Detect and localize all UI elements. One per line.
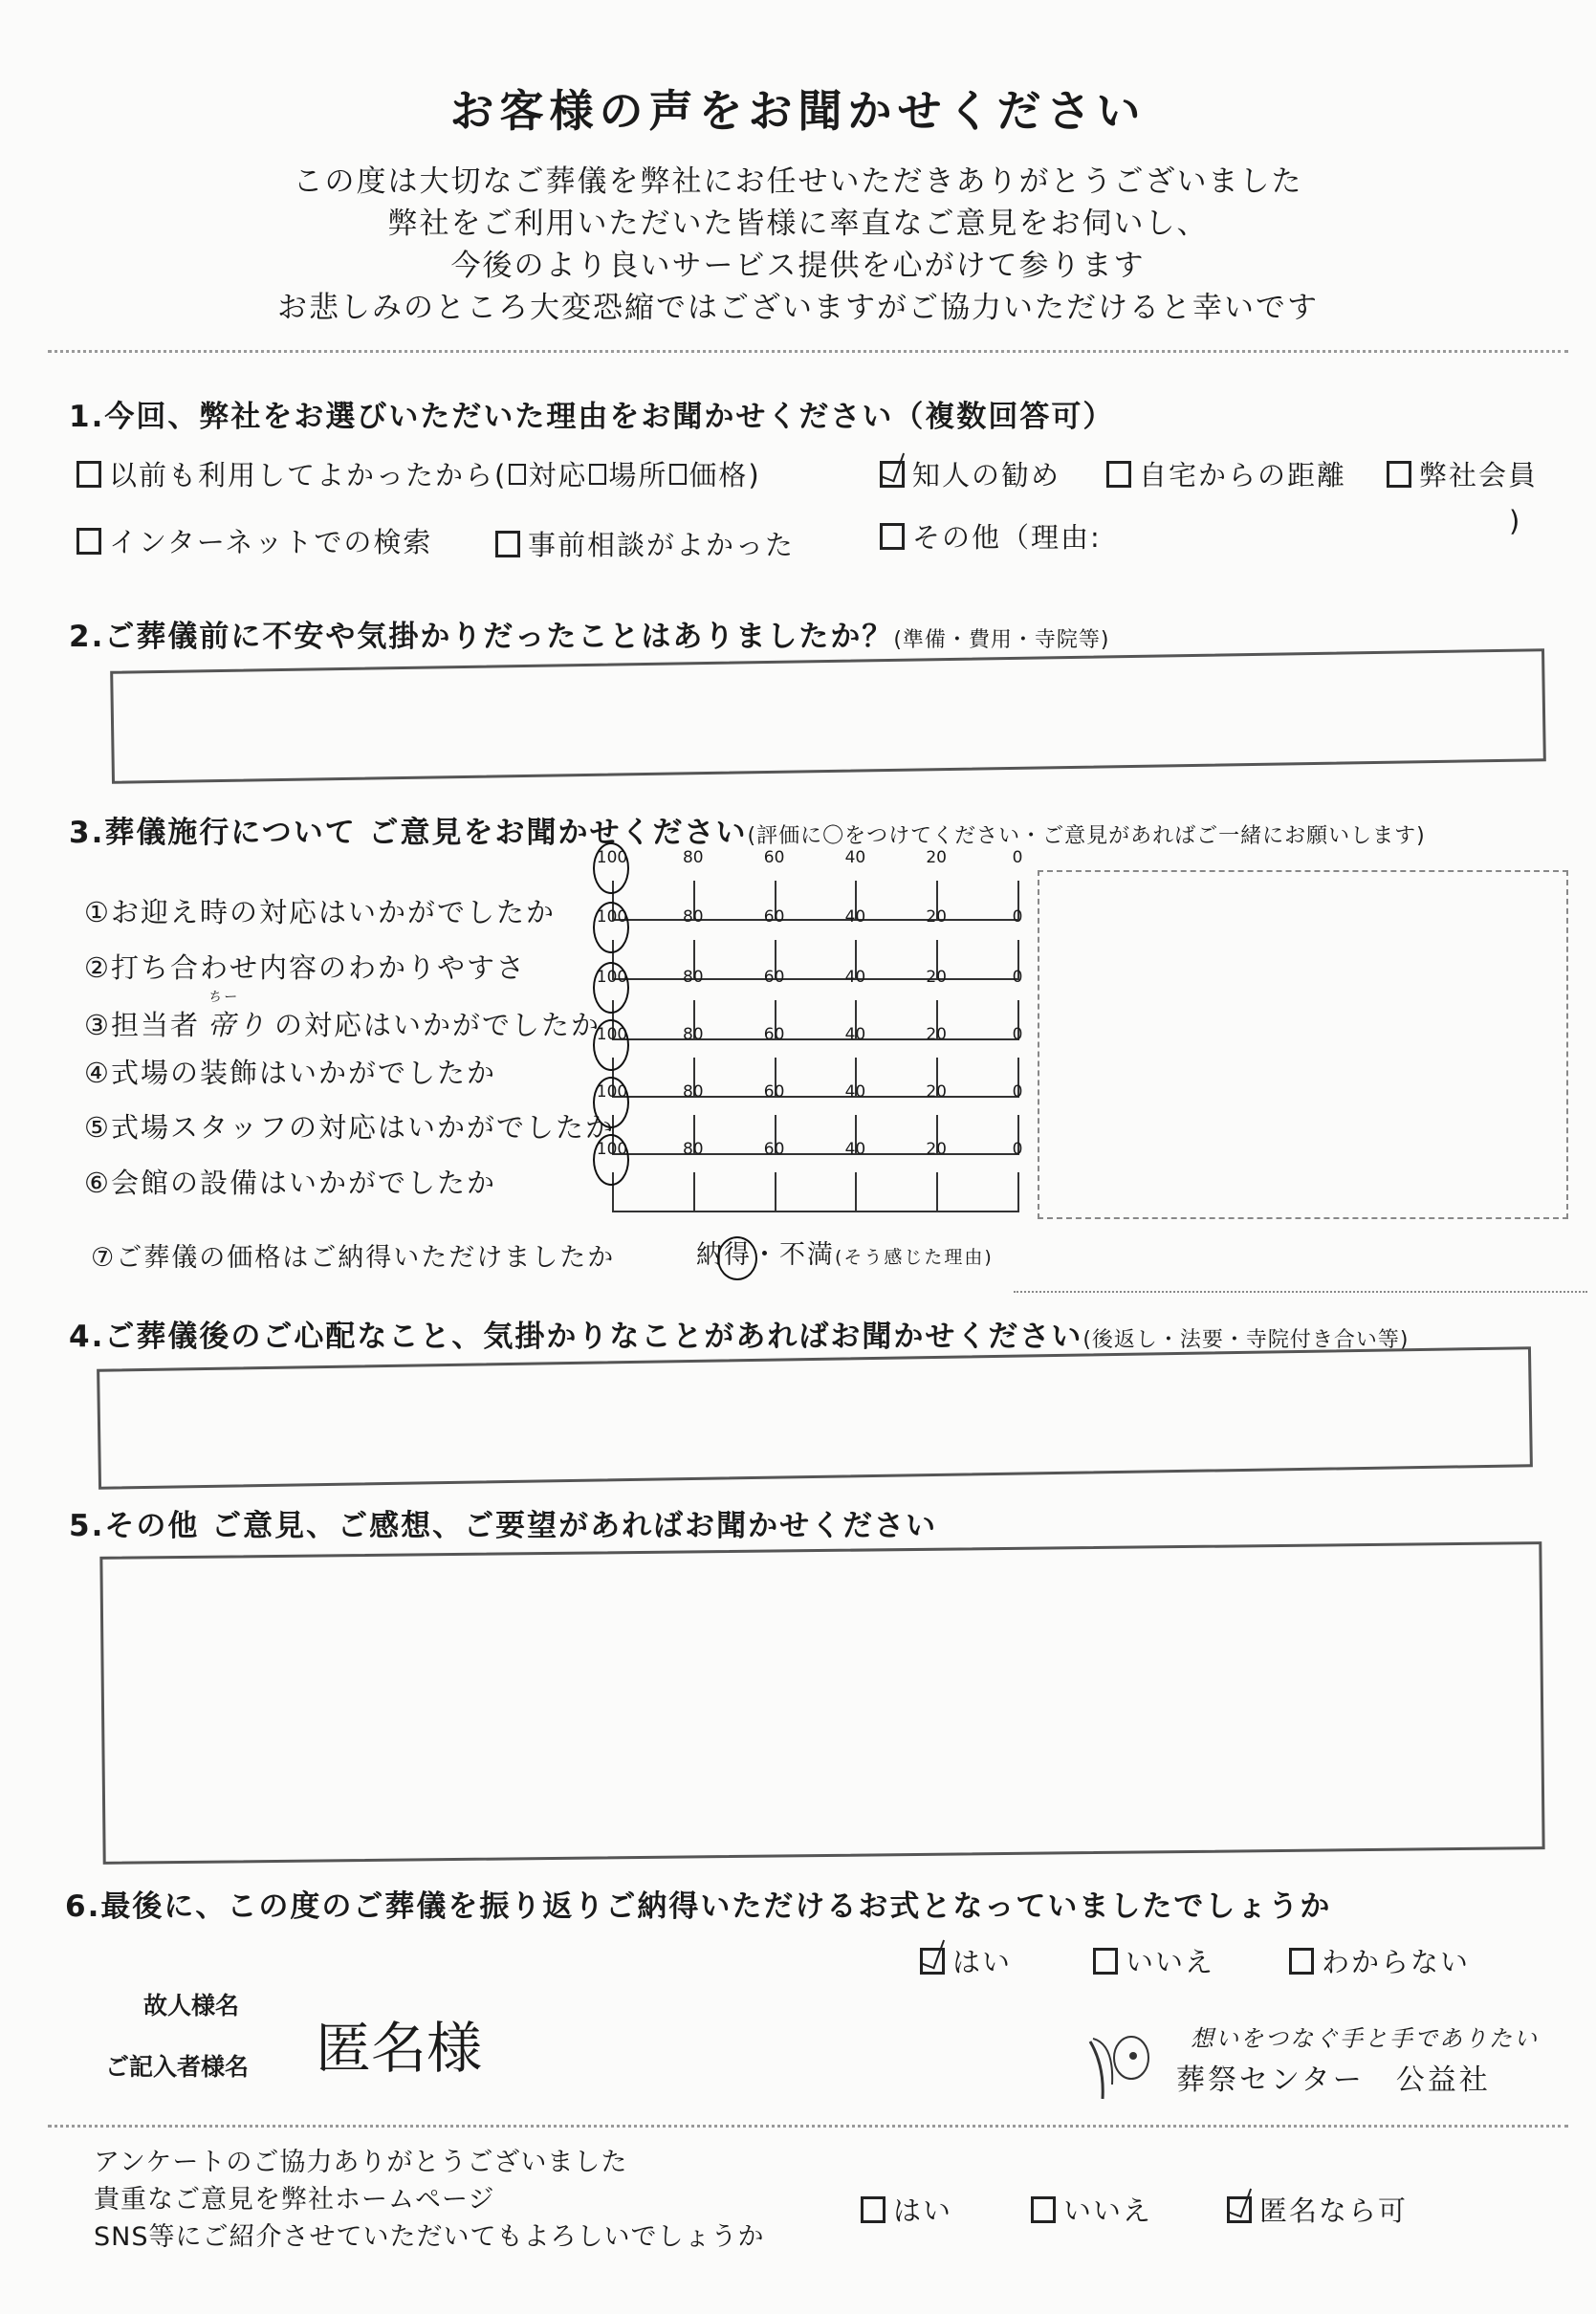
- q1-option-previous[interactable]: 以前も利用してよかったから( 対応 場所 価格): [77, 454, 761, 493]
- scale-label[interactable]: 20: [926, 1140, 948, 1159]
- selected-rating-circle: [593, 962, 629, 1014]
- staff-name-furigana: ちー: [208, 990, 238, 1005]
- intro-line: この度は大切なご葬儀を弊社にお任せいただきありがとうございました: [293, 164, 1303, 199]
- company-name: 葬祭センター 公益社: [1176, 2063, 1491, 2097]
- checkbox-checked[interactable]: [1227, 2196, 1252, 2223]
- checkbox-response[interactable]: [509, 464, 526, 485]
- q6-option-unsure[interactable]: わからない: [1289, 1941, 1470, 1980]
- q4-note: (後返し・法要・寺院付き合い等): [1082, 1328, 1410, 1352]
- divider: [48, 2125, 1568, 2128]
- sns-option-no[interactable]: いいえ: [1031, 2190, 1152, 2229]
- scale-label[interactable]: 40: [844, 1082, 866, 1102]
- scale-label[interactable]: 0: [1012, 848, 1023, 867]
- price-reason-label: (そう感じた理由): [835, 1247, 994, 1268]
- q3-item-3: ③担当者 ちー 帝り の対応はいかがでしたか: [84, 1004, 601, 1043]
- scale-label[interactable]: 40: [844, 968, 866, 987]
- scale-label[interactable]: 100: [596, 1025, 628, 1044]
- q1-option-distance[interactable]: 自宅からの距離: [1106, 454, 1346, 493]
- intro-line: 弊社をご利用いただいた皆様に率直なご意見をお伺いし、: [387, 207, 1209, 241]
- rating-scale[interactable]: [596, 848, 1023, 921]
- checkbox[interactable]: [1106, 461, 1131, 488]
- q2-note: (準備・費用・寺院等): [893, 628, 1110, 652]
- q3-heading: 3.葬儀施行について ご意見をお聞かせください(評価に〇をつけてください・ご意見があればご一緒にお願いします): [69, 816, 1426, 850]
- checkbox[interactable]: [861, 2196, 885, 2223]
- scale-label[interactable]: 0: [1012, 968, 1023, 987]
- q3-item-5: ⑤式場スタッフの対応はいかがでしたか: [84, 1111, 615, 1144]
- scale-tick: [1017, 1172, 1019, 1212]
- price-reason-line[interactable]: [1014, 1291, 1587, 1293]
- choice-satisfied[interactable]: 納得: [696, 1240, 752, 1270]
- scale-label[interactable]: 80: [682, 968, 704, 987]
- scale-label[interactable]: 20: [926, 1082, 948, 1102]
- q1-option-referral[interactable]: 知人の勧め: [880, 454, 1060, 493]
- scale-label[interactable]: 100: [596, 1140, 628, 1159]
- q1-option-consultation[interactable]: 事前相談がよかった: [495, 524, 795, 563]
- selected-rating-circle: [593, 842, 629, 894]
- scale-label[interactable]: 40: [844, 907, 866, 927]
- scale-tick: [693, 1172, 695, 1212]
- q2-heading: 2.ご葬儀前に不安や気掛かりだったことはありましたか？(準備・費用・寺院等): [69, 620, 1110, 654]
- scale-label[interactable]: 40: [844, 1140, 866, 1159]
- selected-rating-circle: [593, 902, 629, 953]
- selected-rating-circle: [593, 1019, 629, 1071]
- scale-label[interactable]: 60: [763, 1025, 785, 1044]
- q3-item-7-price: ⑦ご葬儀の価格はご納得いただけましたか: [91, 1243, 616, 1273]
- footer-line: 貴重なご意見を弊社ホームページ: [94, 2185, 495, 2215]
- q6-option-yes[interactable]: はい: [920, 1941, 1012, 1980]
- scale-label[interactable]: 0: [1012, 1082, 1023, 1102]
- scale-label[interactable]: 20: [926, 968, 948, 987]
- checkbox[interactable]: [77, 461, 101, 488]
- scale-label[interactable]: 40: [844, 848, 866, 867]
- staff-name-handwritten: ちー 帝り: [208, 1004, 267, 1043]
- q1-option-member[interactable]: 弊社会員: [1387, 454, 1538, 493]
- scale-tick: [855, 1172, 857, 1212]
- q3-item-6: ⑥会館の設備はいかがでしたか: [84, 1167, 496, 1199]
- q1-other-close-paren: ): [1509, 505, 1522, 537]
- selected-rating-circle: [593, 1077, 629, 1128]
- rating-scale[interactable]: [596, 1140, 1023, 1212]
- company-tagline: 想いをつなぐ手と手でありたい: [1191, 2025, 1539, 2052]
- checkbox[interactable]: [1387, 461, 1411, 488]
- q3-note: (評価に〇をつけてください・ご意見があればご一緒にお願いします): [747, 824, 1426, 848]
- checkbox[interactable]: [495, 531, 520, 557]
- scale-tick: [775, 1172, 776, 1212]
- choice-unsatisfied[interactable]: 不満: [779, 1240, 835, 1270]
- scale-label[interactable]: 80: [682, 1025, 704, 1044]
- q3-item-2: ②打ち合わせ内容のわかりやすさ: [84, 951, 526, 984]
- q4-heading: 4.ご葬儀後のご心配なこと、気掛かりなことがあればお聞かせください(後返し・法要・寺院付き合い等): [69, 1320, 1410, 1354]
- scale-label[interactable]: 20: [926, 848, 948, 867]
- checkbox-price[interactable]: [669, 464, 687, 485]
- scale-label[interactable]: 60: [763, 907, 785, 927]
- name-value[interactable]: 匿名様: [316, 2016, 483, 2081]
- scale-label[interactable]: 80: [682, 1140, 704, 1159]
- footer-line: SNS等にご紹介させていただいてもよろしいでしょうか: [94, 2222, 765, 2252]
- intro-text: [0, 161, 1596, 329]
- checkbox[interactable]: [77, 528, 101, 555]
- checkbox[interactable]: [1031, 2196, 1056, 2223]
- checkbox-location[interactable]: [589, 464, 606, 485]
- q3-item-1: ①お迎え時の対応はいかがでしたか: [84, 896, 556, 928]
- footer-line: アンケートのご協力ありがとうございました: [94, 2148, 628, 2177]
- scale-label[interactable]: 80: [682, 1082, 704, 1102]
- writer-name-label: ご記入者様名: [105, 2053, 250, 2081]
- rating-scale[interactable]: [596, 907, 1023, 980]
- scale-label[interactable]: 20: [926, 1025, 948, 1044]
- q5-answer-box[interactable]: [99, 1541, 1544, 1865]
- q1-heading: 1.今回、弊社をお選びいただいた理由をお聞かせください（複数回答可）: [69, 400, 1115, 434]
- checkbox[interactable]: [1093, 1948, 1118, 1975]
- footer-text: [94, 2144, 764, 2256]
- checkbox-checked[interactable]: [880, 461, 905, 488]
- scale-baseline: [612, 1211, 1017, 1212]
- q2-answer-box[interactable]: [110, 648, 1546, 784]
- selected-rating-circle: [593, 1134, 629, 1186]
- sns-option-yes[interactable]: はい: [861, 2190, 952, 2229]
- scale-label[interactable]: 100: [596, 968, 628, 987]
- q6-option-no[interactable]: いいえ: [1093, 1941, 1214, 1980]
- q1-option-other[interactable]: その他（理由:: [880, 516, 1102, 556]
- scale-label[interactable]: 60: [763, 848, 785, 867]
- scale-tick: [936, 1172, 938, 1212]
- checkbox[interactable]: [880, 523, 905, 550]
- scale-label[interactable]: 80: [682, 848, 704, 867]
- q4-answer-box[interactable]: [97, 1346, 1533, 1490]
- scale-label[interactable]: 0: [1012, 1025, 1023, 1044]
- scale-label[interactable]: 40: [844, 1025, 866, 1044]
- scale-label[interactable]: 20: [926, 907, 948, 927]
- survey-title: お客様の声をお聞かせください: [449, 85, 1147, 137]
- sns-option-anonymous[interactable]: 匿名なら可: [1227, 2190, 1408, 2229]
- q6-heading: 6.最後に、この度のご葬儀を振り返りご納得いただけるお式となっていましたでしょうか: [65, 1889, 1332, 1924]
- q3-price-choices: 納得 ・不満(そう感じた理由): [696, 1233, 994, 1271]
- divider: [48, 350, 1568, 353]
- scale-label[interactable]: 100: [596, 907, 628, 927]
- scale-label[interactable]: 60: [763, 1140, 785, 1159]
- company-logo-icon: [1085, 2027, 1152, 2104]
- q3-item-4: ④式場の装飾はいかがでしたか: [84, 1057, 496, 1089]
- scale-label[interactable]: 100: [596, 1082, 628, 1102]
- q1-note: （複数回答可）: [893, 400, 1115, 434]
- scale-label[interactable]: 0: [1012, 1140, 1023, 1159]
- checkbox-checked[interactable]: [920, 1948, 945, 1975]
- scale-label[interactable]: 80: [682, 907, 704, 927]
- q1-option-internet[interactable]: インターネットでの検索: [77, 521, 432, 560]
- q3-comment-box[interactable]: [1038, 870, 1568, 1219]
- scale-label[interactable]: 60: [763, 1082, 785, 1102]
- selected-circle-mark: [717, 1236, 757, 1280]
- intro-line: 今後のより良いサービス提供を心がけて参ります: [450, 249, 1146, 283]
- q5-heading: 5.その他 ご意見、ご感想、ご要望があればお聞かせください: [69, 1509, 938, 1543]
- intro-line: お悲しみのところ大変恐縮ではございますがご協力いただけると幸いです: [277, 291, 1319, 325]
- deceased-name-label: 故人様名: [143, 1992, 240, 2019]
- scale-label[interactable]: 0: [1012, 907, 1023, 927]
- checkbox[interactable]: [1289, 1948, 1314, 1975]
- scale-label[interactable]: 60: [763, 968, 785, 987]
- scale-label[interactable]: 100: [596, 848, 628, 867]
